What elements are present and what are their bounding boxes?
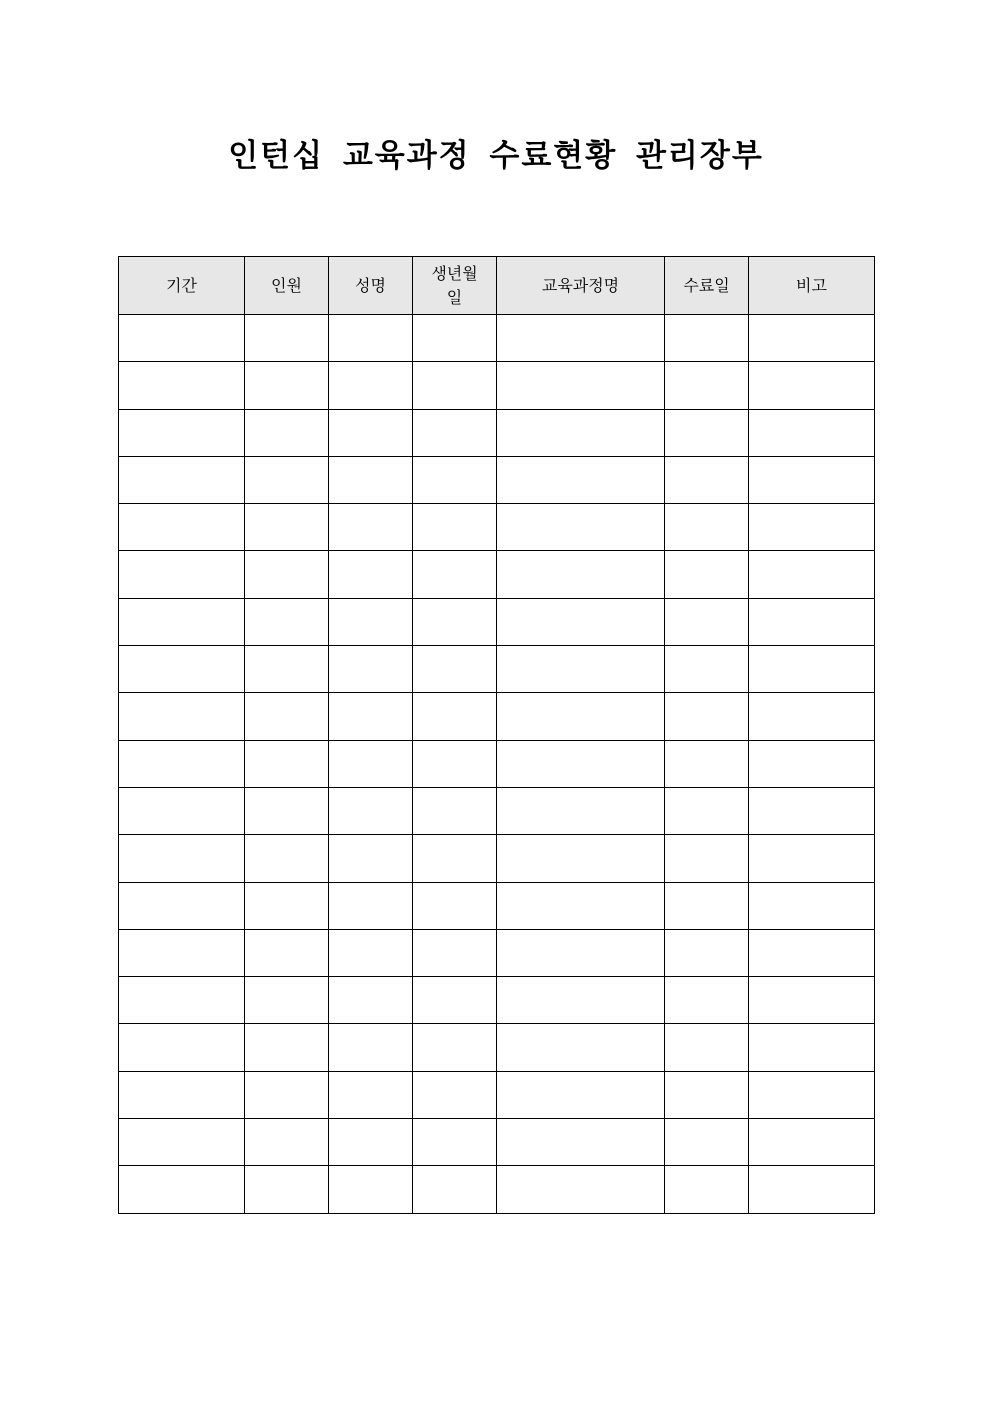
table-row — [119, 929, 875, 976]
table-row — [119, 1166, 875, 1213]
cell-period[interactable] — [119, 315, 245, 362]
page-title: 인턴십 교육과정 수료현황 관리장부 — [228, 138, 764, 174]
cell-name[interactable] — [329, 693, 413, 740]
cell-completion-date[interactable] — [665, 1071, 749, 1118]
cell-course[interactable] — [497, 1166, 665, 1213]
cell-name[interactable] — [329, 598, 413, 645]
cell-name[interactable] — [329, 504, 413, 551]
cell-birthdate[interactable] — [413, 929, 497, 976]
cell-remarks[interactable] — [749, 1119, 875, 1166]
cell-course[interactable] — [497, 929, 665, 976]
cell-birthdate[interactable] — [413, 409, 497, 456]
cell-birthdate[interactable] — [413, 362, 497, 409]
cell-remarks[interactable] — [749, 1166, 875, 1213]
cell-birthdate[interactable] — [413, 977, 497, 1024]
cell-completion-date[interactable] — [665, 1119, 749, 1166]
cell-birthdate[interactable] — [413, 787, 497, 834]
cell-headcount[interactable] — [245, 977, 329, 1024]
cell-name[interactable] — [329, 929, 413, 976]
cell-completion-date[interactable] — [665, 456, 749, 503]
cell-headcount[interactable] — [245, 787, 329, 834]
cell-headcount[interactable] — [245, 693, 329, 740]
cell-period[interactable] — [119, 598, 245, 645]
cell-headcount[interactable] — [245, 504, 329, 551]
cell-headcount[interactable] — [245, 1024, 329, 1071]
cell-name[interactable] — [329, 787, 413, 834]
header-completion-date: 수료일 — [665, 257, 749, 315]
cell-period[interactable] — [119, 787, 245, 834]
cell-course[interactable] — [497, 835, 665, 882]
cell-name[interactable] — [329, 409, 413, 456]
cell-name[interactable] — [329, 315, 413, 362]
cell-period[interactable] — [119, 1119, 245, 1166]
cell-remarks[interactable] — [749, 315, 875, 362]
cell-headcount[interactable] — [245, 835, 329, 882]
cell-period[interactable] — [119, 835, 245, 882]
cell-headcount[interactable] — [245, 1166, 329, 1213]
cell-birthdate[interactable] — [413, 551, 497, 598]
table-row — [119, 1071, 875, 1118]
cell-name[interactable] — [329, 456, 413, 503]
cell-remarks[interactable] — [749, 646, 875, 693]
cell-period[interactable] — [119, 977, 245, 1024]
cell-period[interactable] — [119, 551, 245, 598]
cell-course[interactable] — [497, 409, 665, 456]
cell-period[interactable] — [119, 882, 245, 929]
cell-birthdate[interactable] — [413, 504, 497, 551]
cell-remarks[interactable] — [749, 835, 875, 882]
cell-name[interactable] — [329, 740, 413, 787]
table-row — [119, 1119, 875, 1166]
cell-headcount[interactable] — [245, 646, 329, 693]
cell-completion-date[interactable] — [665, 504, 749, 551]
table-row — [119, 456, 875, 503]
cell-course[interactable] — [497, 740, 665, 787]
cell-remarks[interactable] — [749, 456, 875, 503]
cell-course[interactable] — [497, 598, 665, 645]
cell-headcount[interactable] — [245, 929, 329, 976]
cell-birthdate[interactable] — [413, 1071, 497, 1118]
cell-completion-date[interactable] — [665, 315, 749, 362]
cell-course[interactable] — [497, 882, 665, 929]
cell-period[interactable] — [119, 504, 245, 551]
cell-headcount[interactable] — [245, 598, 329, 645]
cell-birthdate[interactable] — [413, 646, 497, 693]
cell-headcount[interactable] — [245, 362, 329, 409]
cell-name[interactable] — [329, 1119, 413, 1166]
cell-birthdate[interactable] — [413, 1119, 497, 1166]
header-course: 교육과정명 — [497, 257, 665, 315]
cell-name[interactable] — [329, 882, 413, 929]
cell-birthdate[interactable] — [413, 882, 497, 929]
table-row — [119, 551, 875, 598]
cell-completion-date[interactable] — [665, 835, 749, 882]
cell-headcount[interactable] — [245, 409, 329, 456]
cell-course[interactable] — [497, 504, 665, 551]
cell-headcount[interactable] — [245, 456, 329, 503]
cell-headcount[interactable] — [245, 882, 329, 929]
table-row — [119, 977, 875, 1024]
cell-remarks[interactable] — [749, 882, 875, 929]
cell-period[interactable] — [119, 1071, 245, 1118]
cell-name[interactable] — [329, 835, 413, 882]
cell-remarks[interactable] — [749, 504, 875, 551]
cell-course[interactable] — [497, 1024, 665, 1071]
cell-course[interactable] — [497, 551, 665, 598]
cell-birthdate[interactable] — [413, 315, 497, 362]
cell-course[interactable] — [497, 1119, 665, 1166]
cell-name[interactable] — [329, 977, 413, 1024]
cell-remarks[interactable] — [749, 977, 875, 1024]
table-row — [119, 362, 875, 409]
cell-name[interactable] — [329, 551, 413, 598]
cell-period[interactable] — [119, 456, 245, 503]
cell-birthdate[interactable] — [413, 1166, 497, 1213]
cell-remarks[interactable] — [749, 598, 875, 645]
cell-birthdate[interactable] — [413, 598, 497, 645]
cell-headcount[interactable] — [245, 315, 329, 362]
cell-name[interactable] — [329, 646, 413, 693]
table-row — [119, 882, 875, 929]
table-row — [119, 1024, 875, 1071]
cell-period[interactable] — [119, 409, 245, 456]
header-headcount: 인원 — [245, 257, 329, 315]
table-row — [119, 835, 875, 882]
cell-remarks[interactable] — [749, 929, 875, 976]
cell-course[interactable] — [497, 315, 665, 362]
cell-remarks[interactable] — [749, 1024, 875, 1071]
cell-remarks[interactable] — [749, 362, 875, 409]
cell-name[interactable] — [329, 362, 413, 409]
cell-completion-date[interactable] — [665, 409, 749, 456]
cell-completion-date[interactable] — [665, 1024, 749, 1071]
cell-birthdate[interactable] — [413, 456, 497, 503]
cell-period[interactable] — [119, 1024, 245, 1071]
cell-birthdate[interactable] — [413, 1024, 497, 1071]
cell-period[interactable] — [119, 646, 245, 693]
cell-period[interactable] — [119, 362, 245, 409]
cell-headcount[interactable] — [245, 1119, 329, 1166]
cell-completion-date[interactable] — [665, 882, 749, 929]
table-row — [119, 740, 875, 787]
cell-name[interactable] — [329, 1166, 413, 1213]
cell-course[interactable] — [497, 646, 665, 693]
table-row — [119, 646, 875, 693]
table-row — [119, 693, 875, 740]
header-name: 성명 — [329, 257, 413, 315]
table-row — [119, 315, 875, 362]
cell-remarks[interactable] — [749, 787, 875, 834]
table-row — [119, 598, 875, 645]
table-row — [119, 787, 875, 834]
cell-headcount[interactable] — [245, 551, 329, 598]
cell-course[interactable] — [497, 693, 665, 740]
cell-period[interactable] — [119, 693, 245, 740]
cell-course[interactable] — [497, 977, 665, 1024]
cell-completion-date[interactable] — [665, 929, 749, 976]
header-birthdate: 생년월일 — [413, 257, 497, 315]
cell-completion-date[interactable] — [665, 362, 749, 409]
table-row — [119, 504, 875, 551]
cell-remarks[interactable] — [749, 740, 875, 787]
cell-course[interactable] — [497, 787, 665, 834]
cell-name[interactable] — [329, 1024, 413, 1071]
cell-completion-date[interactable] — [665, 1166, 749, 1213]
cell-completion-date[interactable] — [665, 740, 749, 787]
cell-period[interactable] — [119, 740, 245, 787]
cell-completion-date[interactable] — [665, 646, 749, 693]
header-period: 기간 — [119, 257, 245, 315]
cell-remarks[interactable] — [749, 693, 875, 740]
cell-course[interactable] — [497, 362, 665, 409]
cell-birthdate[interactable] — [413, 693, 497, 740]
cell-headcount[interactable] — [245, 740, 329, 787]
cell-remarks[interactable] — [749, 551, 875, 598]
table-body — [119, 315, 875, 1214]
cell-period[interactable] — [119, 929, 245, 976]
table-row — [119, 409, 875, 456]
completion-ledger-table — [118, 256, 875, 1214]
cell-completion-date[interactable] — [665, 551, 749, 598]
cell-course[interactable] — [497, 1071, 665, 1118]
table-header-row — [119, 257, 875, 315]
cell-headcount[interactable] — [245, 1071, 329, 1118]
cell-remarks[interactable] — [749, 1071, 875, 1118]
cell-name[interactable] — [329, 1071, 413, 1118]
cell-completion-date[interactable] — [665, 598, 749, 645]
cell-completion-date[interactable] — [665, 977, 749, 1024]
cell-completion-date[interactable] — [665, 787, 749, 834]
cell-completion-date[interactable] — [665, 693, 749, 740]
cell-period[interactable] — [119, 1166, 245, 1213]
cell-birthdate[interactable] — [413, 740, 497, 787]
header-remarks: 비고 — [749, 257, 875, 315]
cell-birthdate[interactable] — [413, 835, 497, 882]
cell-remarks[interactable] — [749, 409, 875, 456]
cell-course[interactable] — [497, 456, 665, 503]
